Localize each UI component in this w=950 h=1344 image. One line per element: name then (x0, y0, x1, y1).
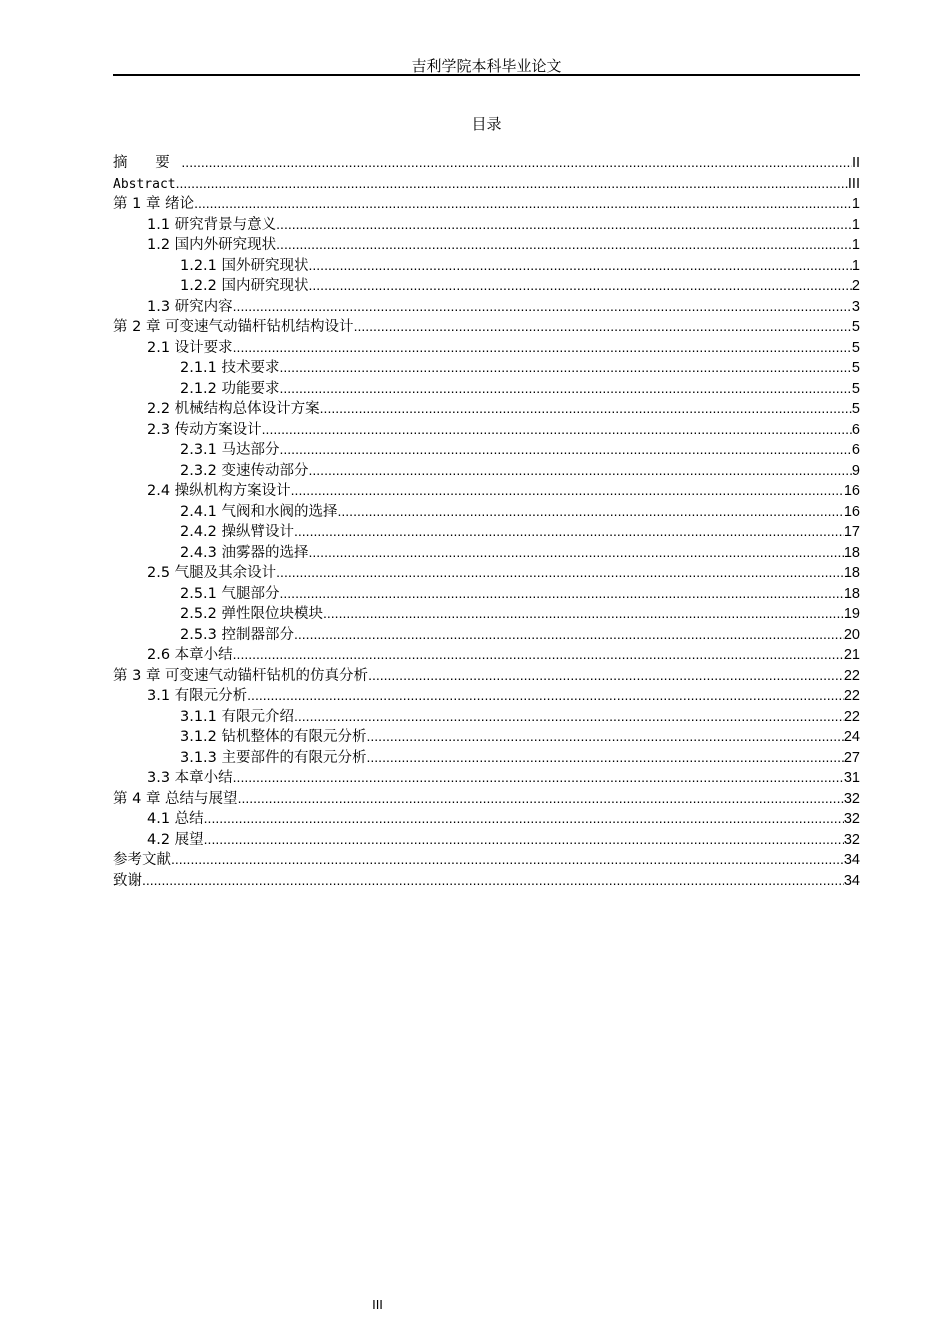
toc-entry-page: 27 (843, 749, 860, 766)
toc-entry-3-1-2[interactable] (113, 726, 860, 747)
toc-entry-label: 1.2 国内外研究现状 (147, 237, 277, 253)
toc-leader-dots (233, 337, 852, 358)
toc-leader-dots (309, 460, 852, 481)
toc-leader-dots (367, 747, 844, 768)
toc-entry-2-5-1[interactable] (113, 583, 860, 604)
toc-leader-dots (233, 767, 844, 788)
toc-entry-abstract-cn[interactable] (113, 152, 860, 173)
toc-entry-3-3[interactable] (113, 767, 860, 788)
toc-entry-label: 2.4 操纵机构方案设计 (147, 483, 291, 499)
toc-entry-page: 18 (843, 565, 860, 581)
toc-entry-label: 2.4.2 操纵臂设计 (180, 524, 295, 540)
toc-entry-label: 2.4.3 油雾器的选择 (180, 544, 309, 561)
header-rule (113, 74, 860, 76)
toc-entry-page: 19 (843, 606, 860, 622)
toc-entry-3-1-1[interactable] (113, 706, 860, 727)
toc-entry-label: 1.2.2 国内研究现状 (180, 278, 309, 294)
toc-entry-label: 4.2 展望 (147, 831, 204, 848)
toc-entry-1-1[interactable] (113, 214, 860, 235)
toc-entry-label: 2.4.1 气阀和水阀的选择 (180, 503, 338, 520)
toc-leader-dots (204, 829, 844, 850)
toc-entry-page: II (851, 155, 860, 171)
toc-leader-dots (247, 685, 844, 706)
toc-entry-chapter-1[interactable] (113, 193, 860, 214)
toc-leader-dots (194, 193, 852, 214)
toc-entry-1-2[interactable] (113, 234, 860, 255)
toc-leader-dots (368, 665, 844, 686)
toc-entry-3-1[interactable] (113, 685, 860, 706)
toc-leader-dots (233, 296, 852, 317)
toc-leader-dots (323, 603, 844, 624)
toc-entry-page: 18 (843, 585, 860, 602)
toc-entry-page: 21 (843, 647, 860, 663)
toc-entry-page: 22 (843, 708, 860, 725)
toc-leader-dots (204, 808, 844, 829)
toc-entry-2-1-1[interactable] (113, 357, 860, 378)
toc-leader-dots (176, 173, 848, 194)
toc-entry-label: 2.3.2 变速传动部分 (180, 462, 309, 479)
toc-entry-label: 2.5.3 控制器部分 (180, 626, 295, 643)
toc-entry-label: 3.1.2 钻机整体的有限元分析 (180, 729, 367, 745)
toc-leader-dots (142, 870, 844, 891)
toc-entry-label: 2.3 传动方案设计 (147, 421, 262, 438)
toc-entry-label: 参考文献 (113, 852, 171, 868)
toc-entry-page: 22 (843, 688, 860, 704)
toc-entry-page: III (847, 175, 860, 192)
toc-leader-dots (354, 316, 852, 337)
toc-entry-4-1[interactable] (113, 808, 860, 829)
toc-entry-2-1-2[interactable] (113, 378, 860, 399)
toc-leader-dots (233, 644, 844, 665)
toc-entry-label: 1.3 研究内容 (147, 298, 233, 315)
toc-entry-label: 3.3 本章小结 (147, 770, 233, 786)
toc-entry-2-5-2[interactable] (113, 603, 860, 624)
toc-entry-label: 2.6 本章小结 (147, 647, 233, 663)
toc-leader-dots (262, 419, 852, 440)
toc-entry-2-2[interactable] (113, 398, 860, 419)
toc-entry-page: 1 (851, 196, 860, 212)
toc-leader-dots (276, 214, 852, 235)
toc-entry-label: 2.2 机械结构总体设计方案 (147, 401, 320, 417)
toc-entry-page: 5 (851, 401, 860, 417)
toc-entry-label: 2.1 设计要求 (147, 339, 233, 356)
toc-leader-dots (294, 521, 844, 542)
toc-entry-label: 3.1.1 有限元介绍 (180, 708, 295, 725)
toc-entry-2-4-1[interactable] (113, 501, 860, 522)
toc-entry-label: 第 4 章 总结与展望 (113, 790, 238, 807)
toc-entry-2-4-3[interactable] (113, 542, 860, 563)
toc-entry-label: 1.1 研究背景与意义 (147, 216, 277, 233)
toc-leader-dots (276, 562, 844, 583)
toc-entry-abstract-en[interactable] (113, 173, 860, 194)
toc-entry-page: 5 (851, 360, 860, 376)
toc-entry-label: 4.1 总结 (147, 811, 204, 827)
toc-entry-page: 16 (843, 483, 860, 499)
toc-entry-label: 摘 要 (113, 155, 182, 171)
toc-entry-acknowledgements[interactable] (113, 870, 860, 891)
toc-leader-dots (238, 788, 844, 809)
toc-entry-page: 20 (843, 626, 860, 643)
toc-leader-dots (181, 152, 852, 173)
toc-entry-chapter-4[interactable] (113, 788, 860, 809)
toc-entry-1-2-2[interactable] (113, 275, 860, 296)
toc-entry-page: 9 (851, 462, 860, 479)
toc-entry-2-1[interactable] (113, 337, 860, 358)
toc-entry-page: 1 (851, 237, 860, 253)
toc-entry-page: 31 (843, 770, 860, 786)
toc-leader-dots (280, 583, 844, 604)
toc-entry-label: 3.1 有限元分析 (147, 688, 248, 704)
running-header: 吉利学院本科毕业论文 (411, 57, 562, 75)
toc-entry-label: 第 1 章 绪论 (113, 196, 195, 212)
toc-leader-dots (309, 255, 852, 276)
page-number: III (372, 1297, 383, 1312)
toc-leader-dots (280, 439, 852, 460)
toc-entry-1-2-1[interactable] (113, 255, 860, 276)
toc-entry-label: 2.1.2 功能要求 (180, 380, 280, 397)
toc-entry-2-3[interactable] (113, 419, 860, 440)
toc-entry-page: 1 (851, 216, 860, 233)
toc-entry-page: 2 (851, 278, 860, 294)
toc-title: 目录 (471, 115, 502, 133)
toc-entry-label: 3.1.3 主要部件的有限元分析 (180, 749, 367, 766)
toc-entry-references[interactable] (113, 849, 860, 870)
table-of-contents (113, 152, 860, 890)
toc-entry-page: 5 (851, 339, 860, 356)
toc-leader-dots (280, 378, 852, 399)
toc-entry-label: 2.5.2 弹性限位块模块 (180, 606, 324, 622)
toc-entry-page: 22 (843, 667, 860, 684)
toc-entry-4-2[interactable] (113, 829, 860, 850)
toc-entry-label: 2.3.1 马达部分 (180, 442, 280, 458)
toc-entry-label: 2.5.1 气腿部分 (180, 585, 280, 602)
toc-entry-label: Abstract (113, 176, 176, 192)
toc-entry-2-5[interactable] (113, 562, 860, 583)
toc-entry-page: 17 (843, 524, 860, 540)
toc-leader-dots (276, 234, 852, 255)
toc-entry-label: 第 2 章 可变速气动锚杆钻机结构设计 (113, 319, 354, 335)
toc-entry-chapter-3[interactable] (113, 665, 860, 686)
toc-entry-2-3-1[interactable] (113, 439, 860, 460)
toc-leader-dots (320, 398, 852, 419)
toc-entry-label: 致谢 (113, 872, 142, 889)
toc-entry-2-4-2[interactable] (113, 521, 860, 542)
toc-entry-label: 1.2.1 国外研究现状 (180, 257, 309, 274)
toc-entry-page: 32 (843, 811, 860, 827)
toc-entry-page: 3 (851, 298, 860, 315)
toc-leader-dots (294, 624, 844, 645)
toc-leader-dots (171, 849, 844, 870)
toc-entry-page: 6 (851, 442, 860, 458)
toc-entry-2-5-3[interactable] (113, 624, 860, 645)
toc-leader-dots (309, 542, 844, 563)
toc-entry-page: 1 (851, 257, 860, 274)
toc-leader-dots (338, 501, 844, 522)
toc-entry-3-1-3[interactable] (113, 747, 860, 768)
toc-entry-page: 34 (843, 852, 860, 868)
toc-entry-label: 2.5 气腿及其余设计 (147, 565, 277, 581)
toc-entry-label: 2.1.1 技术要求 (180, 360, 280, 376)
toc-entry-page: 32 (843, 831, 860, 848)
toc-entry-2-3-2[interactable] (113, 460, 860, 481)
toc-entry-2-4[interactable] (113, 480, 860, 501)
toc-entry-page: 5 (851, 319, 860, 335)
toc-leader-dots (280, 357, 852, 378)
toc-entry-label: 第 3 章 可变速气动锚杆钻机的仿真分析 (113, 667, 369, 684)
toc-leader-dots (309, 275, 852, 296)
toc-entry-page: 18 (843, 544, 860, 561)
toc-entry-page: 32 (843, 790, 860, 807)
toc-entry-chapter-2[interactable] (113, 316, 860, 337)
toc-entry-page: 5 (851, 380, 860, 397)
toc-entry-page: 34 (843, 872, 860, 889)
toc-leader-dots (367, 726, 844, 747)
toc-leader-dots (294, 706, 844, 727)
toc-entry-page: 16 (843, 503, 860, 520)
toc-entry-2-6[interactable] (113, 644, 860, 665)
toc-entry-page: 24 (843, 729, 860, 745)
toc-entry-page: 6 (851, 421, 860, 438)
toc-leader-dots (291, 480, 844, 501)
toc-entry-1-3[interactable] (113, 296, 860, 317)
